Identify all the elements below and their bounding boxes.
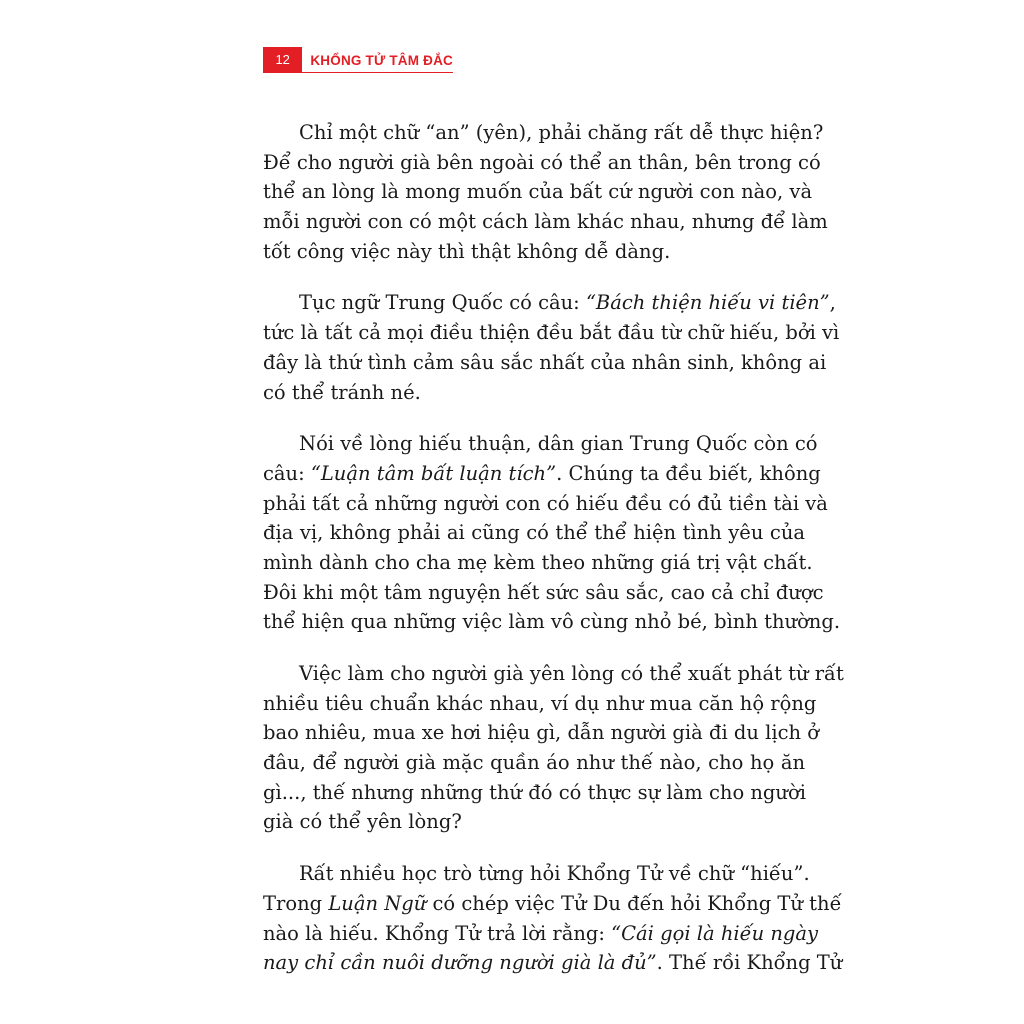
italic-span: “Bách thiện hiếu vi tiên”	[585, 291, 830, 315]
text-span: có chép việc Tử Du đến hỏi Khổng Tử thế	[426, 891, 842, 915]
paragraph	[263, 429, 841, 637]
text-line	[263, 518, 805, 548]
text-span: Đôi khi một tâm nguyện hết sức sâu sắc, cao cả chỉ được	[263, 580, 824, 604]
text-span: Tục ngữ Trung Quốc có câu:	[299, 291, 586, 315]
page-number: 12	[263, 47, 302, 73]
text-line	[263, 177, 813, 207]
text-line	[263, 607, 841, 637]
text-line	[263, 859, 810, 889]
text-span: Chỉ một chữ “an” (yên), phải chăng rất dễ thực hiện?	[299, 121, 824, 144]
text-span: . Thế rồi Khổng Tử	[656, 951, 843, 975]
text-span: Việc làm cho người già yên lòng có thể xuất phát từ rất	[299, 662, 844, 685]
text-span: thể an lòng là mong muốn của bất cứ người con nào, và	[263, 180, 813, 204]
text-span: nào là hiếu. Khổng Tử trả lời rằng:	[263, 921, 612, 945]
text-span: phải tất cả những người con có hiếu đều có đủ tiền tài và	[263, 491, 828, 515]
text-span: mỗi người con có một cách làm khác nhau, nhưng để làm	[263, 210, 828, 234]
text-span: già có thể yên lòng?	[263, 810, 462, 834]
header-rule	[263, 72, 453, 73]
text-line	[263, 429, 818, 459]
text-line	[263, 378, 805, 408]
text-line	[263, 578, 824, 608]
text-span: gì..., thế nhưng những thứ đó có thực sự làm cho người	[263, 780, 806, 804]
text-line	[263, 778, 805, 808]
paragraph	[263, 288, 840, 407]
text-line	[263, 348, 827, 378]
text-line	[263, 919, 819, 949]
paragraph	[263, 659, 844, 837]
text-span: Để cho người già bên ngoài có thể an thân, bên trong có	[263, 150, 821, 174]
italic-span: “Cái gọi là hiếu ngày	[611, 921, 819, 945]
text-span: Trong	[263, 891, 329, 915]
text-span: có thể tránh né.	[263, 380, 421, 404]
text-line	[263, 207, 828, 237]
paragraph	[263, 859, 843, 978]
text-line	[263, 318, 840, 348]
italic-span: Luận Ngữ	[328, 891, 427, 915]
text-line	[263, 718, 820, 748]
text-span: Nói về lòng hiếu thuận, dân gian Trung Quốc còn có	[299, 432, 818, 456]
text-line	[263, 489, 828, 519]
text-line	[263, 689, 817, 719]
text-line	[263, 748, 805, 778]
text-span: đâu, để người già mặc quần áo như thế nào, cho họ ăn	[263, 751, 805, 775]
text-span: . Chúng ta đều biết, không	[556, 461, 821, 485]
text-line	[263, 659, 844, 689]
text-span: bao nhiêu, mua xe hơi hiệu gì, dẫn người già đi du lịch ở	[263, 721, 820, 745]
text-line	[263, 548, 813, 578]
running-head	[263, 47, 453, 73]
italic-span: nay chỉ cần nuôi dưỡng người già là đủ”	[263, 951, 657, 975]
text-line	[263, 807, 805, 837]
text-line	[263, 459, 821, 489]
text-line	[263, 889, 842, 919]
italic-span: “Luận tâm bất luận tích”	[310, 461, 557, 485]
text-line	[263, 237, 805, 267]
text-line	[263, 948, 843, 978]
text-span: câu:	[263, 461, 311, 485]
book-title: KHỔNG TỬ TÂM ĐẮC	[310, 52, 453, 68]
text-span: địa vị, không phải ai cũng có thể thể hiện tình yêu của	[263, 521, 805, 545]
text-span: tức là tất cả mọi điều thiện đều bắt đầu từ chữ hiếu, bởi vì	[263, 321, 840, 345]
body-text	[263, 118, 844, 1000]
text-line	[263, 288, 836, 318]
text-line	[263, 148, 821, 178]
text-span: đây là thứ tình cảm sâu sắc nhất của nhân sinh, không ai	[263, 350, 827, 374]
text-span: nhiều tiêu chuẩn khác nhau, ví dụ như mua căn hộ rộng	[263, 691, 817, 715]
text-line	[263, 118, 824, 148]
text-span: ,	[829, 291, 836, 315]
text-span: Rất nhiều học trò từng hỏi Khổng Tử về chữ “hiếu”.	[299, 862, 810, 886]
text-span: tốt công việc này thì thật không dễ dàng.	[263, 239, 671, 263]
text-span: thể hiện qua những việc làm vô cùng nhỏ bé, bình thường.	[263, 610, 841, 634]
text-span: mình dành cho cha mẹ kèm theo những giá trị vật chất.	[263, 550, 813, 574]
paragraph	[263, 118, 828, 266]
